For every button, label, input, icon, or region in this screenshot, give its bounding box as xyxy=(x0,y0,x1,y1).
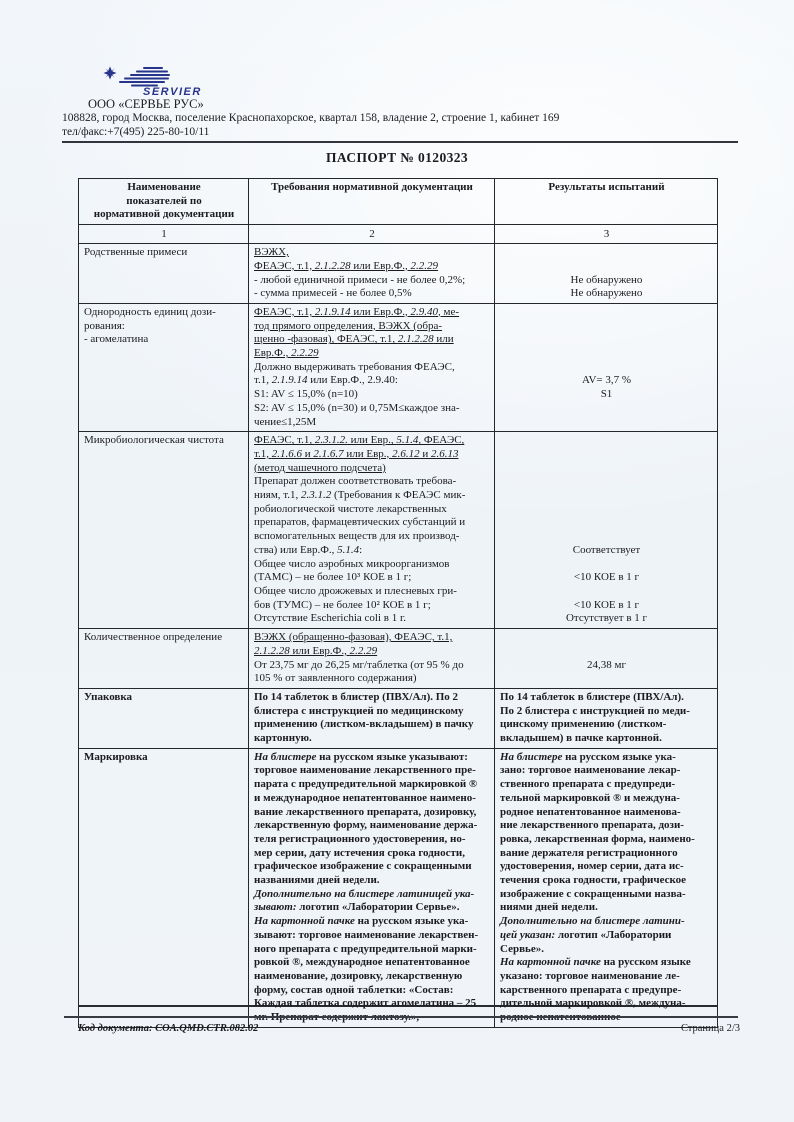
company-name: ООО «СЕРВЬЕ РУС» xyxy=(88,97,204,111)
text-line: чение≤1,25М xyxy=(254,415,317,428)
text-line: ственного препарата с предупреди- xyxy=(500,778,676,791)
text-line: картонную. xyxy=(254,732,312,745)
text-line: дительной маркировкой ®, междуна- xyxy=(500,997,686,1010)
text-line xyxy=(500,558,713,572)
text-line xyxy=(500,585,713,599)
text-line: На блистере на русском языке ука- xyxy=(500,750,676,763)
text-line: (метод чашечного подсчета) xyxy=(254,461,386,474)
text-line: парата с предупредительной маркировкой ® xyxy=(254,778,478,791)
text-line: вание держателя регистрационного xyxy=(500,846,678,859)
text-line: течения срока годности, графическое xyxy=(500,874,687,887)
results-cell xyxy=(495,688,718,748)
text-line: - сумма примесей - не более 0,5% xyxy=(254,287,412,300)
table-row xyxy=(79,629,718,689)
text-line xyxy=(500,631,713,645)
results-cell xyxy=(495,303,718,431)
text-line xyxy=(500,516,713,530)
text-line: Сервье». xyxy=(500,942,544,955)
text-line: Дополнительно на блистере латиницей ука- xyxy=(254,887,475,900)
text-line: наименование, дозировку, лекарственную xyxy=(254,969,463,982)
text-line: <10 КОЕ в 1 г xyxy=(573,571,640,584)
requirements-cell xyxy=(249,303,495,431)
text-line: Родственные примеси xyxy=(84,246,188,259)
results-cell xyxy=(495,629,718,689)
text-line: т.1, 2.1.6.6 и 2.1.6.7 или Евр., 2.6.12 и 2.6.13 xyxy=(254,447,459,460)
text-line: вание лекарственного препарата, дозировку, xyxy=(254,805,477,818)
text-line: ровкой ®, международное непатентованное xyxy=(254,956,470,969)
text-line xyxy=(500,333,713,347)
text-line: Однородность единиц дози- xyxy=(84,305,216,318)
servier-wordmark: SERVIER xyxy=(143,86,202,98)
text-line xyxy=(500,645,713,659)
text-line xyxy=(500,361,713,375)
text-line: лекарственную форму, наименование держа- xyxy=(254,819,478,832)
table-row xyxy=(79,432,718,629)
text-line: По 14 таблеток в блистер (ПВХ/Ал). По 2 xyxy=(254,690,459,703)
text-line xyxy=(500,416,713,430)
text-line: препаратов, фармацевтических субстанций и xyxy=(254,516,466,529)
text-line: От 23,75 мг до 26,25 мг/таблетка (от 95 % до xyxy=(254,658,464,671)
requirements-cell xyxy=(249,244,495,304)
text-line: Упаковка xyxy=(84,690,133,703)
page-number: Страница 2/3 xyxy=(680,1023,740,1034)
text-line: Не обнаружено xyxy=(570,273,643,286)
text-line: зано: торговое наименование лекар- xyxy=(500,764,681,777)
text-line: и международное непатентованное наимено- xyxy=(254,791,476,804)
text-line: робиологической чистоте лекарственных xyxy=(254,502,447,515)
text-line: По 2 блистера с инструкцией по меди- xyxy=(500,704,690,717)
text-line: Отсутствует в 1 г xyxy=(565,612,648,625)
text-line: ниям, т.1, 2.3.1.2 (Требования к ФЕАЭС мик- xyxy=(254,489,466,502)
text-line: ного препарата с предупредительной марки- xyxy=(254,942,477,955)
passport-table xyxy=(78,178,718,1028)
text-line: Препарат должен соответствовать требова- xyxy=(254,475,457,488)
text-line: применению (листком-вкладышем) в пачку xyxy=(254,718,474,731)
text-line: ФЕАЭС, т.1, 2.1.9.14 или Евр.Ф., 2.9.40, ме- xyxy=(254,305,460,318)
text-line xyxy=(500,462,713,476)
column-numbers-row xyxy=(79,225,718,244)
text-line: <10 КОЕ в 1 г xyxy=(573,598,640,611)
text-line: щенно -фазовая), ФЕАЭС, т.1, 2.1.2.28 или xyxy=(254,333,454,346)
text-line: ства) или Евр.Ф., 5.1.4: xyxy=(254,543,363,556)
text-line: зывают: логотип «Лаборатории Сервье». xyxy=(254,901,460,914)
text-line: 2.1.2.28 или Евр.Ф., 2.2.29 xyxy=(254,644,378,657)
text-line: По 14 таблеток в блистере (ПВХ/Ал). xyxy=(500,690,684,703)
text-line: цей указан: логотип «Лаборатории xyxy=(500,928,672,941)
text-line: теля регистрационного удостоверения, но- xyxy=(254,832,466,845)
text-line: зывают: торговое наименование лекарствен- xyxy=(254,928,479,941)
text-line: вспомогательных веществ для их производ- xyxy=(254,530,460,543)
text-line xyxy=(500,475,713,489)
text-line: На блистере на русском языке указывают: xyxy=(254,750,468,763)
text-line: S1 xyxy=(600,388,613,401)
requirements-cell xyxy=(249,629,495,689)
text-line xyxy=(500,489,713,503)
requirements-cell xyxy=(249,688,495,748)
company-address: 108828, город Москва, поселение Краснопахорское, квартал 158, владение 2, строение 1, кабинет 169 xyxy=(62,112,560,124)
indicator-cell xyxy=(79,244,249,304)
text-line: Не обнаружено xyxy=(570,287,643,300)
text-line: S1: AV ≤ 15,0% (n=10) xyxy=(254,388,358,401)
text-line: Отсутствие Escherichia coli в 1 г. xyxy=(254,612,406,625)
servier-logo xyxy=(98,64,208,100)
text-line: AV= 3,7 % xyxy=(581,374,632,387)
text-line: торговое наименование лекарственного пре- xyxy=(254,764,476,777)
indicator-cell xyxy=(79,432,249,629)
text-line: форму, состав одной таблетки: «Состав: xyxy=(254,983,454,996)
text-line: тельной маркировкой ® и междуна- xyxy=(500,791,680,804)
text-line: ВЭЖХ, xyxy=(254,246,289,259)
text-line: ВЭЖХ (обращенно-фазовая), ФЕАЭС, т.1, xyxy=(254,631,453,644)
text-line: Количественное определение xyxy=(84,631,223,644)
table-row xyxy=(79,303,718,431)
text-line: Должно выдерживать требования ФЕАЭС, xyxy=(254,360,455,373)
text-line xyxy=(500,260,713,274)
text-line: вкладышем) в пачке картонной. xyxy=(500,732,662,745)
text-line: На картонной пачке на русском языке xyxy=(500,956,691,969)
text-line: блистера с инструкцией по медицинскому xyxy=(254,704,464,717)
text-line: графическое изображение с сокращенными xyxy=(254,860,472,873)
text-line xyxy=(500,402,713,416)
text-line: цинскому применению (листком- xyxy=(500,718,667,731)
table-row xyxy=(79,244,718,304)
column-number: 2 xyxy=(249,225,495,244)
column-number: 3 xyxy=(495,225,718,244)
footer-divider xyxy=(64,1016,738,1018)
text-line: Результаты испытаний xyxy=(548,181,665,193)
text-line xyxy=(500,306,713,320)
text-line: тод прямого определения, ВЭЖХ (обра- xyxy=(254,319,443,332)
text-line: Наименование xyxy=(127,181,201,193)
text-line: На картонной пачке на русском языке ука- xyxy=(254,915,469,928)
text-line: бов (ТУМС) – не более 10² КОЕ в 1 г; xyxy=(254,598,431,611)
text-line: ФЕАЭС, т.1, 2.1.2.28 или Евр.Ф., 2.2.29 xyxy=(254,259,439,272)
text-line: Евр.Ф., 2.2.29 xyxy=(254,347,319,360)
indicator-cell xyxy=(79,629,249,689)
text-line: - агомелатина xyxy=(84,333,149,346)
text-line: родное непатентованное наименова- xyxy=(500,805,681,818)
text-line: показателей по xyxy=(126,194,202,207)
text-line xyxy=(500,672,713,686)
text-line: S2: AV ≤ 15,0% (n=30) и 0,75М≤каждое зна- xyxy=(254,401,460,414)
requirements-cell xyxy=(249,432,495,629)
text-line: Требования нормативной документации xyxy=(271,181,473,193)
table-header-row xyxy=(79,179,718,225)
text-line: Соответствует xyxy=(572,543,641,556)
column-number: 1 xyxy=(79,225,249,244)
text-line xyxy=(500,347,713,361)
text-line xyxy=(500,434,713,448)
table-row xyxy=(79,688,718,748)
company-phone: тел/факс:+7(495) 225-80-10/11 xyxy=(62,126,210,138)
text-line: ФЕАЭС, т.1, 2.3.1.2. или Евр., 5.1.4, ФЕАЭС, xyxy=(254,434,465,447)
text-line xyxy=(500,530,713,544)
text-line: Общее число аэробных микроорганизмов xyxy=(254,557,450,570)
text-line: названиями дней недели. xyxy=(254,874,380,887)
text-line: Маркировка xyxy=(84,750,148,763)
header-divider xyxy=(62,141,738,143)
text-line: ние лекарственного препарата, дози- xyxy=(500,819,684,832)
text-line xyxy=(500,503,713,517)
text-line xyxy=(500,320,713,334)
indicator-cell xyxy=(79,688,249,748)
text-line: 24,38 мг xyxy=(587,658,626,671)
column-header-3 xyxy=(495,179,718,225)
table-row xyxy=(79,748,718,1027)
servier-logo-icon xyxy=(98,64,208,100)
indicator-cell xyxy=(79,748,249,1027)
results-cell xyxy=(495,748,718,1027)
text-line: карственного препарата с предупре- xyxy=(500,983,682,996)
text-line: изображение с сокращенными назва- xyxy=(500,887,686,900)
text-line: рования: xyxy=(84,319,125,332)
passport-table-container xyxy=(78,178,718,1010)
text-line: удостоверения, номер серии, дата ис- xyxy=(500,860,684,873)
text-line: мер серии, дату истечения срока годности, xyxy=(254,846,466,859)
text-line: Каждая таблетка содержит агомелатина – 25 xyxy=(254,997,477,1010)
indicator-cell xyxy=(79,303,249,431)
text-line: Дополнительно на блистере латини- xyxy=(500,915,685,928)
text-line xyxy=(500,246,713,260)
requirements-cell xyxy=(249,748,495,1027)
document-code: Код документа: COA.QMD.CTR.082.02 xyxy=(78,1023,259,1034)
text-line: ровка, лекарственная форма, наимено- xyxy=(500,832,695,845)
text-line: ниями дней недели. xyxy=(500,901,598,914)
text-line xyxy=(500,448,713,462)
text-line: (ТАМС) – не более 10³ КОЕ в 1 г; xyxy=(254,571,412,584)
text-line: нормативной документации xyxy=(93,208,235,221)
text-line: указано: торговое наименование ле- xyxy=(500,969,680,982)
results-cell xyxy=(495,244,718,304)
text-line: - любой единичной примеси - не более 0,2%; xyxy=(254,273,466,286)
results-cell xyxy=(495,432,718,629)
column-header-2 xyxy=(249,179,495,225)
text-line: т.1, 2.1.9.14 или Евр.Ф., 2.9.40: xyxy=(254,374,398,387)
text-line: Общее число дрожжевых и плесневых гри- xyxy=(254,584,457,597)
text-line: Микробиологическая чистота xyxy=(84,434,224,447)
column-header-1 xyxy=(79,179,249,225)
page-title: ПАСПОРТ № 0120323 xyxy=(325,150,469,165)
text-line: 105 % от заявленного содержания) xyxy=(254,672,417,685)
